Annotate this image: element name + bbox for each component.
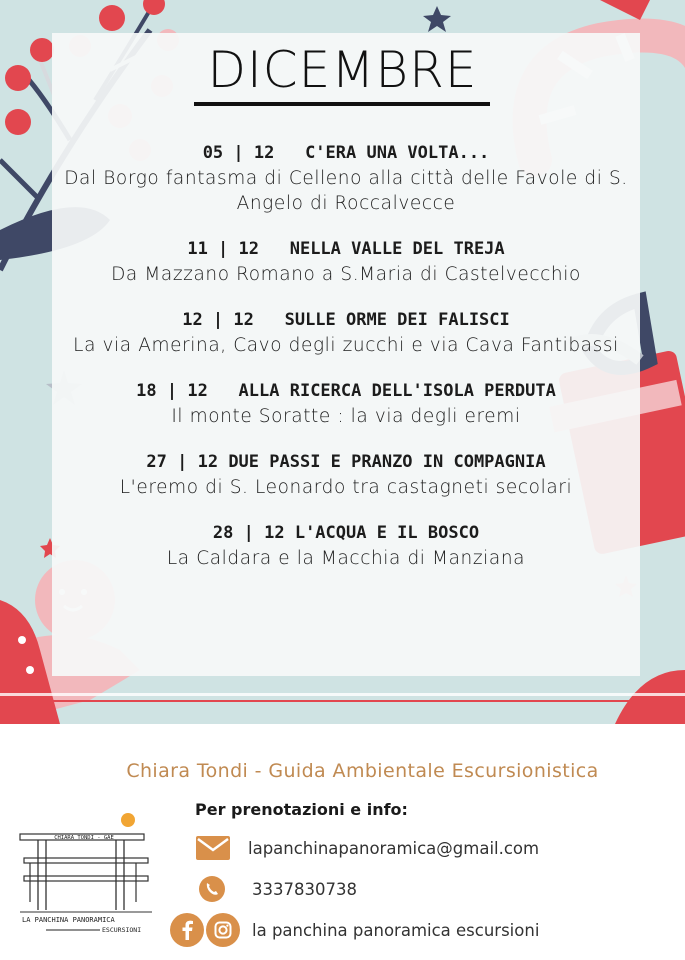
event-description: L'eremo di S. Leonardo tra castagneti secolari — [119, 477, 573, 498]
star-icon — [423, 6, 451, 32]
event-item — [60, 522, 632, 571]
ornament-icon — [615, 670, 685, 724]
contact-phone[interactable] — [198, 872, 357, 906]
event-date: 05 | 12 — [202, 143, 275, 163]
event-description: Dal Borgo fantasma di Celleno alla città delle Favole di S. Angelo di Roccalvecce — [64, 168, 628, 214]
event-item — [60, 238, 632, 287]
event-date: 18 | 12 — [136, 381, 208, 401]
contact-email[interactable] — [195, 831, 539, 865]
event-description: Da Mazzano Romano a S.Maria di Castelvecchio — [111, 264, 581, 285]
contact-social[interactable] — [170, 913, 539, 947]
event-name: SULLE ORME DEI FALISCI — [284, 310, 510, 330]
email-link[interactable]: lapanchinapanoramica@gmail.com — [248, 838, 540, 858]
info-title: Per prenotazioni e info: — [195, 800, 408, 819]
title-underline — [194, 102, 490, 106]
event-item — [60, 451, 632, 500]
guide-name: Chiara Tondi - Guida Ambientale Escursionistica — [126, 760, 599, 782]
logo-sub-text: ESCURSIONI — [102, 926, 142, 934]
bench-logo — [16, 812, 156, 940]
event-list — [60, 142, 632, 593]
event-description: La Caldara e la Macchia di Manziana — [166, 548, 526, 569]
envelope-icon — [195, 835, 231, 861]
logo-top-text: CHIARA TONDI - GAE — [54, 835, 114, 841]
event-name: NELLA VALLE DEL TREJA — [289, 239, 505, 259]
event-description: La via Amerina, Cavo degli zucchi e via Cava Fantibassi — [73, 335, 619, 356]
event-date: 12 | 12 — [182, 310, 254, 330]
event-date: 27 | 12 — [146, 452, 219, 472]
event-date: 28 | 12 — [212, 523, 285, 543]
social-handle[interactable]: la panchina panoramica escursioni — [252, 920, 540, 940]
event-name: C'ERA UNA VOLTA... — [305, 143, 490, 163]
phone-number[interactable]: 3337830738 — [252, 879, 357, 899]
whatsapp-icon — [198, 875, 226, 903]
instagram-icon[interactable] — [206, 913, 240, 947]
event-item — [60, 309, 632, 358]
event-name: DUE PASSI E PRANZO IN COMPAGNIA — [228, 452, 546, 472]
month-title: DICEMBRE — [207, 41, 478, 99]
event-name: ALLA RICERCA DELL'ISOLA PERDUTA — [238, 381, 556, 401]
event-description: Il monte Soratte : la via degli eremi — [171, 406, 521, 427]
logo-bottom-text: LA PANCHINA PANORAMICA — [22, 916, 115, 924]
event-date: 11 | 12 — [187, 239, 259, 259]
facebook-icon[interactable] — [170, 913, 204, 947]
event-name: L'ACQUA E IL BOSCO — [294, 523, 480, 543]
event-item — [60, 142, 632, 216]
event-item — [60, 380, 632, 429]
